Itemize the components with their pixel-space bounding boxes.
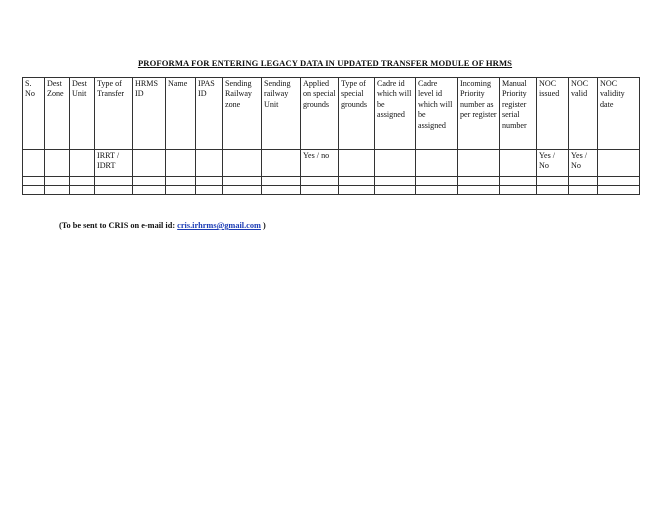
column-header-s-no: S. No <box>23 78 45 150</box>
table-cell <box>375 177 416 186</box>
column-header-sending-railway-unit: Sending railway Unit <box>262 78 301 150</box>
column-header-sending-railway-zone: Sending Railway zone <box>223 78 262 150</box>
table-cell <box>458 177 500 186</box>
table-cell <box>166 186 196 195</box>
table-cell <box>458 150 500 177</box>
table-cell <box>196 150 223 177</box>
column-header-name: Name <box>166 78 196 150</box>
table-cell <box>133 177 166 186</box>
table-cell <box>223 177 262 186</box>
table-cell <box>166 150 196 177</box>
column-header-cadre-level-id: Cadre level id which will be assigned <box>416 78 458 150</box>
table-cell <box>537 177 569 186</box>
column-header-cadre-id: Cadre id which will be assigned <box>375 78 416 150</box>
table-cell <box>262 177 301 186</box>
table-cell <box>223 186 262 195</box>
column-header-incoming-priority-number: Incoming Priority number as per register <box>458 78 500 150</box>
table-cell <box>95 186 133 195</box>
table-cell <box>569 177 598 186</box>
table-cell <box>133 150 166 177</box>
table-cell <box>500 177 537 186</box>
table-cell <box>375 150 416 177</box>
table-cell <box>500 150 537 177</box>
table-cell <box>416 150 458 177</box>
table-row <box>23 150 640 177</box>
footer-prefix: (To be sent to CRIS on e-mail id: <box>59 221 178 230</box>
cell-noc-issued: Yes / No <box>537 150 569 177</box>
table-cell <box>339 186 375 195</box>
table-cell <box>45 177 70 186</box>
column-header-noc-validity-date: NOC validity date <box>598 78 640 150</box>
table-cell <box>458 186 500 195</box>
column-header-type-of-transfer: Type of Transfer <box>95 78 133 150</box>
table-cell <box>569 186 598 195</box>
table-cell <box>70 186 95 195</box>
table-cell <box>23 177 45 186</box>
table-cell <box>223 150 262 177</box>
cell-type-of-transfer: IRRT / IDRT <box>95 150 133 177</box>
table-cell <box>301 186 339 195</box>
column-header-ipas-id: IPAS ID <box>196 78 223 150</box>
table-cell <box>598 150 640 177</box>
table-cell <box>45 150 70 177</box>
column-header-noc-issued: NOC issued <box>537 78 569 150</box>
table-cell <box>598 186 640 195</box>
table-cell <box>262 150 301 177</box>
cell-noc-valid: Yes / No <box>569 150 598 177</box>
table-cell <box>598 177 640 186</box>
column-header-type-of-special-grounds: Type of special grounds <box>339 78 375 150</box>
table-cell <box>23 150 45 177</box>
column-header-applied-on-special-grounds: Applied on special grounds <box>301 78 339 150</box>
column-header-dest-zone: Dest Zone <box>45 78 70 150</box>
table-cell <box>537 186 569 195</box>
table-cell <box>133 186 166 195</box>
column-header-hrms-id: HRMS ID <box>133 78 166 150</box>
cell-applied-on-special-grounds: Yes / no <box>301 150 339 177</box>
document-title: PROFORMA FOR ENTERING LEGACY DATA IN UPDATED TRANSFER MODULE OF HRMS <box>137 58 513 68</box>
table-cell <box>339 150 375 177</box>
table-cell <box>166 177 196 186</box>
table-cell <box>196 177 223 186</box>
table-cell <box>375 186 416 195</box>
table-cell <box>500 186 537 195</box>
table-cell <box>339 177 375 186</box>
table-row <box>23 177 640 186</box>
table-cell <box>416 186 458 195</box>
column-header-dest-unit: Dest Unit <box>70 78 95 150</box>
proforma-table <box>22 77 640 195</box>
footer-note <box>59 221 266 230</box>
table-cell <box>70 150 95 177</box>
table-cell <box>262 186 301 195</box>
footer-suffix: ) <box>260 221 266 230</box>
table-header-row <box>23 78 640 150</box>
table-cell <box>196 186 223 195</box>
table-cell <box>416 177 458 186</box>
table-row <box>23 186 640 195</box>
table-cell <box>23 186 45 195</box>
email-link[interactable]: cris.irhrms@gmail.com <box>177 221 261 230</box>
table-cell <box>70 177 95 186</box>
column-header-noc-valid: NOC valid <box>569 78 598 150</box>
column-header-manual-priority-register-serial: Manual Priority register serial number <box>500 78 537 150</box>
table-cell <box>95 177 133 186</box>
table-cell <box>45 186 70 195</box>
table-cell <box>301 177 339 186</box>
